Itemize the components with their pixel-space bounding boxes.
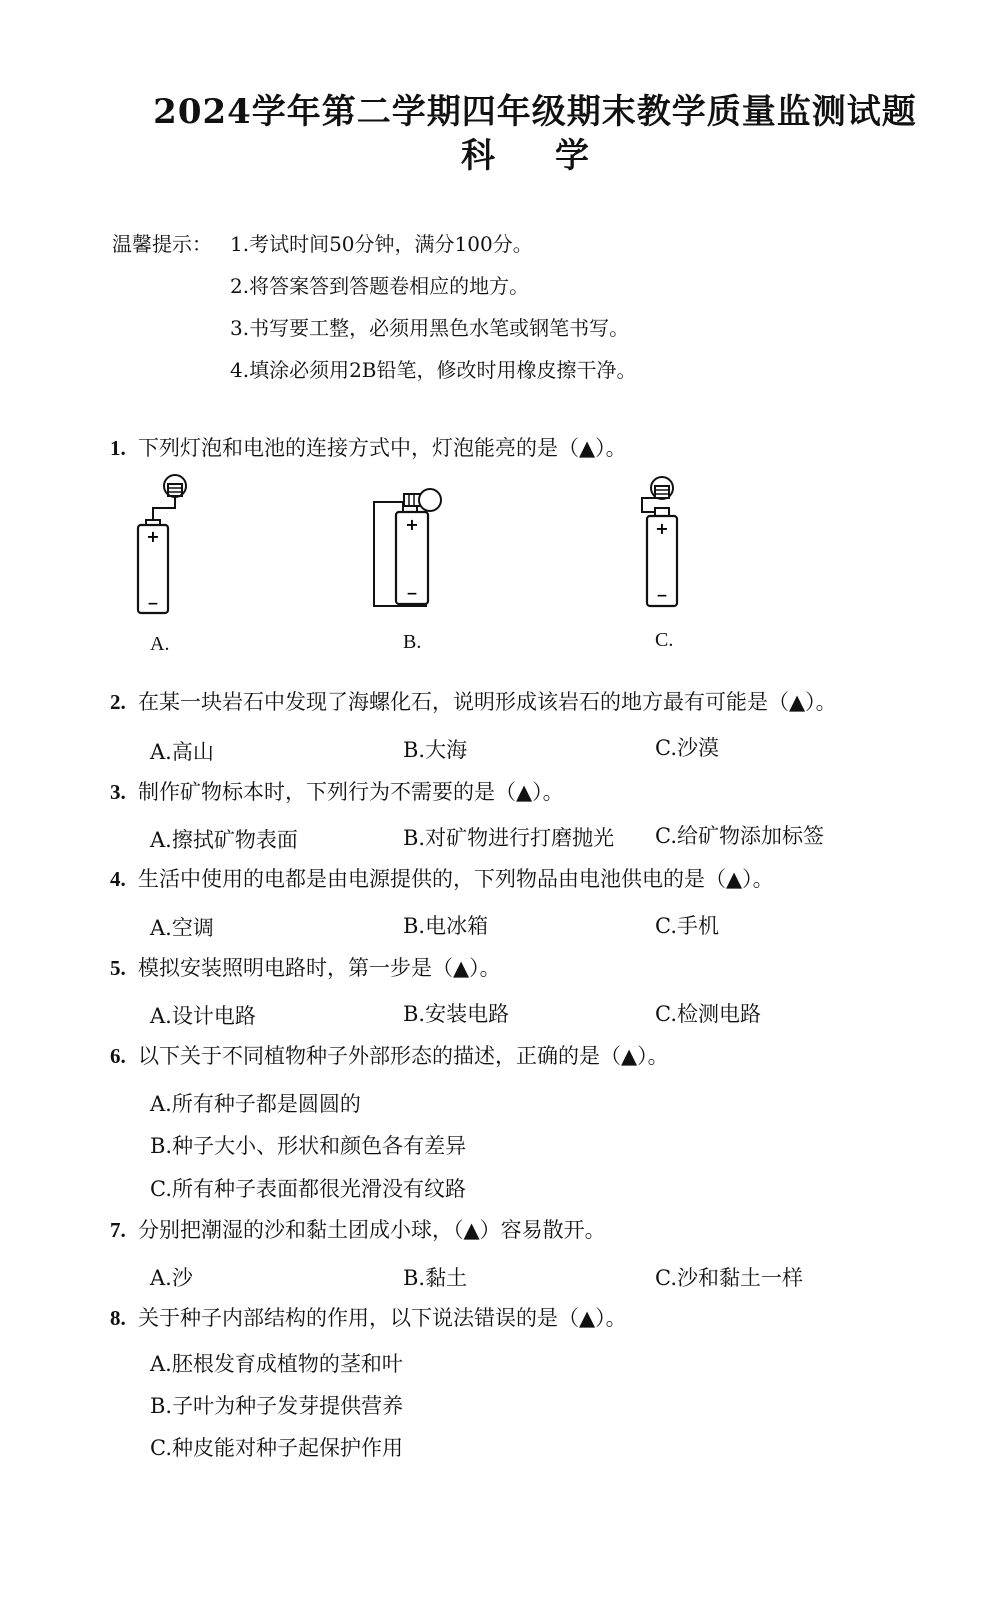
wire xyxy=(153,496,175,520)
question-number: 3. xyxy=(110,780,126,804)
circuit-figure-b xyxy=(370,488,460,618)
tip-item: 1.考试时间50分钟，满分100分。 xyxy=(230,232,533,256)
question-text: 模拟安装照明电路时，第一步是（▲）。 xyxy=(138,956,501,980)
option-a: A.胚根发育成植物的茎和叶 xyxy=(150,1352,403,1376)
question-number: 8. xyxy=(110,1306,126,1330)
battery-plus: + xyxy=(655,519,669,538)
figure-label-b: B. xyxy=(403,631,422,653)
option-c: C.种皮能对种子起保护作用 xyxy=(150,1436,403,1460)
question-6 xyxy=(110,1040,669,1070)
option-c: C.手机 xyxy=(655,914,719,938)
battery-icon xyxy=(647,508,677,606)
option-c: C.沙和黏土一样 xyxy=(655,1266,803,1290)
question-text: 下列灯泡和电池的连接方式中，灯泡能亮的是（▲）。 xyxy=(138,436,627,460)
question-3 xyxy=(110,776,564,806)
figure-label-c: C. xyxy=(655,629,674,651)
battery-minus: − xyxy=(147,596,159,612)
option-c: C.所有种子表面都很光滑没有纹路 xyxy=(150,1177,466,1201)
circuit-figure-a xyxy=(135,470,195,620)
battery-icon xyxy=(138,520,168,613)
figure-label-a: A. xyxy=(150,633,170,655)
bulb-icon xyxy=(164,475,186,497)
option-a: A.空调 xyxy=(150,916,214,940)
option-b: B.安装电路 xyxy=(403,1002,510,1026)
option-b: B.子叶为种子发芽提供营养 xyxy=(150,1394,404,1418)
option-b: B.对矿物进行打磨抛光 xyxy=(403,826,615,850)
exam-title: 2024学年第二学期四年级期末教学质量监测试题 xyxy=(153,92,917,132)
option-b: B.电冰箱 xyxy=(403,914,489,938)
battery-icon xyxy=(396,504,428,604)
tip-item: 4.填涂必须用2B铅笔，修改时用橡皮擦干净。 xyxy=(230,358,637,382)
bulb-icon xyxy=(651,477,673,499)
question-text: 分别把潮湿的沙和黏土团成小球，（▲）容易散开。 xyxy=(138,1218,606,1242)
question-text: 在某一块岩石中发现了海螺化石，说明形成该岩石的地方最有可能是（▲）。 xyxy=(138,690,837,714)
battery-minus: − xyxy=(406,586,418,602)
question-text: 制作矿物标本时，下列行为不需要的是（▲）。 xyxy=(138,780,564,804)
question-text: 关于种子内部结构的作用，以下说法错误的是（▲）。 xyxy=(138,1306,627,1330)
option-a: A.所有种子都是圆圆的 xyxy=(150,1092,361,1116)
option-a: A.擦拭矿物表面 xyxy=(150,828,298,852)
question-number: 1. xyxy=(110,436,126,460)
question-7 xyxy=(110,1214,606,1244)
option-a: A.高山 xyxy=(150,740,214,764)
question-4 xyxy=(110,863,774,893)
option-b: B.种子大小、形状和颜色各有差异 xyxy=(150,1134,467,1158)
battery-plus: + xyxy=(405,515,419,534)
question-number: 2. xyxy=(110,690,126,714)
question-8 xyxy=(110,1302,627,1332)
option-a: A.设计电路 xyxy=(150,1004,256,1028)
tips-label: 温馨提示： xyxy=(112,232,212,256)
question-1 xyxy=(110,432,627,462)
tip-item: 3.书写要工整，必须用黑色水笔或钢笔书写。 xyxy=(230,316,630,340)
circuit-figure-c xyxy=(640,472,700,622)
question-number: 7. xyxy=(110,1218,126,1242)
wire xyxy=(642,498,655,512)
tip-item: 2.将答案答到答题卷相应的地方。 xyxy=(230,274,530,298)
question-number: 6. xyxy=(110,1044,126,1068)
question-number: 4. xyxy=(110,867,126,891)
option-b: B.大海 xyxy=(403,738,468,762)
option-a: A.沙 xyxy=(150,1266,193,1290)
option-b: B.黏土 xyxy=(403,1266,468,1290)
option-c: C.沙漠 xyxy=(655,736,719,760)
question-number: 5. xyxy=(110,956,126,980)
option-c: C.检测电路 xyxy=(655,1002,761,1026)
battery-plus: + xyxy=(146,527,160,546)
option-c: C.给矿物添加标签 xyxy=(655,824,824,848)
battery-minus: − xyxy=(656,588,668,604)
subject-title: 科学 xyxy=(461,136,649,176)
question-text: 生活中使用的电都是由电源提供的，下列物品由电池供电的是（▲）。 xyxy=(138,867,774,891)
question-2 xyxy=(110,686,837,716)
question-5 xyxy=(110,952,501,982)
question-text: 以下关于不同植物种子外部形态的描述，正确的是（▲）。 xyxy=(138,1044,669,1068)
